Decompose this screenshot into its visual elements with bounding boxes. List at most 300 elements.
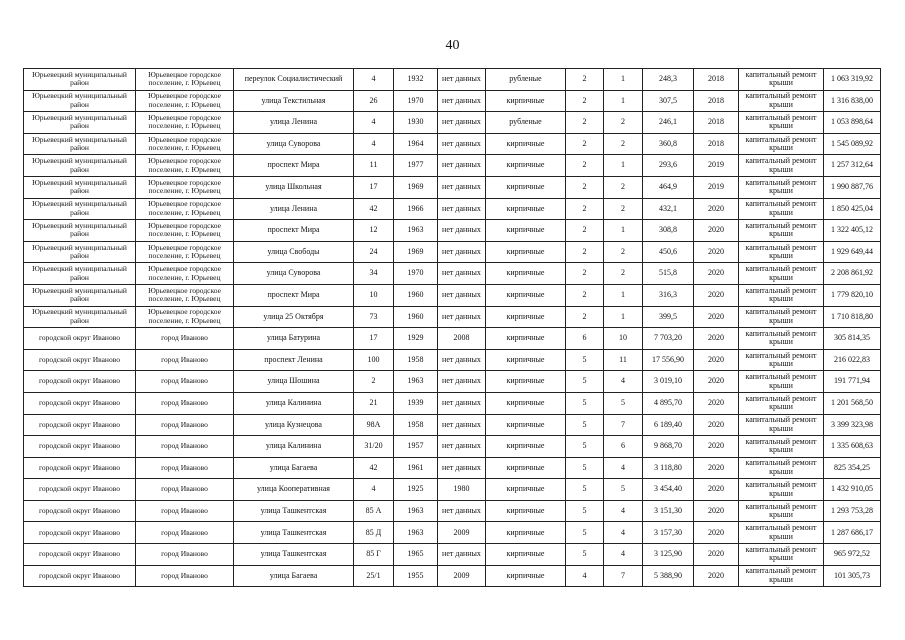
cell-municipality: Юрьевецкий муниципальный район (24, 220, 136, 242)
cell-street: проспект Мира (234, 284, 354, 306)
cell-municipality: городской округ Иваново (24, 457, 136, 479)
table-row (24, 479, 881, 501)
table-row (24, 69, 881, 91)
cell-house-number: 4 (354, 479, 394, 501)
cell-cost: 3 399 323,98 (824, 414, 881, 436)
cell-reconstruction-year: нет данных (438, 284, 486, 306)
cell-house-number: 85 А (354, 500, 394, 522)
cell-area: 399,5 (643, 306, 694, 328)
cell-reconstruction-year: нет данных (438, 544, 486, 566)
cell-floors: 5 (566, 371, 604, 393)
cell-work-type: капитальный ремонт крыши (739, 436, 824, 458)
cell-wall-material: кирпичные (486, 436, 566, 458)
cell-wall-material: кирпичные (486, 306, 566, 328)
cell-floors: 2 (566, 69, 604, 91)
cell-street: улица Суворова (234, 133, 354, 155)
cell-reconstruction-year: нет данных (438, 349, 486, 371)
cell-wall-material: кирпичные (486, 565, 566, 587)
cell-cost: 1 201 568,50 (824, 392, 881, 414)
cell-floors: 2 (566, 306, 604, 328)
cell-settlement: Юрьевецкое городское поселение, г. Юрьевец (136, 176, 234, 198)
cell-municipality: Юрьевецкий муниципальный район (24, 241, 136, 263)
cell-area: 307,5 (643, 90, 694, 112)
table-row (24, 500, 881, 522)
cell-municipality: городской округ Иваново (24, 371, 136, 393)
cell-build-year: 1969 (394, 241, 438, 263)
cell-floors: 2 (566, 263, 604, 285)
cell-reconstruction-year: 2009 (438, 522, 486, 544)
cell-municipality: Юрьевецкий муниципальный район (24, 263, 136, 285)
cell-house-number: 34 (354, 263, 394, 285)
cell-wall-material: кирпичные (486, 392, 566, 414)
cell-wall-material: кирпичные (486, 522, 566, 544)
table-row (24, 263, 881, 285)
cell-wall-material: кирпичные (486, 198, 566, 220)
cell-street: улица Ленина (234, 198, 354, 220)
cell-area: 6 189,40 (643, 414, 694, 436)
cell-build-year: 1969 (394, 176, 438, 198)
cell-settlement: город Иваново (136, 479, 234, 501)
cell-floors: 5 (566, 457, 604, 479)
cell-wall-material: кирпичные (486, 263, 566, 285)
cell-entrances: 1 (604, 69, 643, 91)
cell-work-type: капитальный ремонт крыши (739, 392, 824, 414)
cell-entrances: 4 (604, 500, 643, 522)
cell-reconstruction-year: нет данных (438, 155, 486, 177)
cell-reconstruction-year: нет данных (438, 69, 486, 91)
cell-entrances: 4 (604, 371, 643, 393)
cell-floors: 5 (566, 500, 604, 522)
cell-work-type: капитальный ремонт крыши (739, 263, 824, 285)
cell-area: 308,8 (643, 220, 694, 242)
cell-work-type: капитальный ремонт крыши (739, 112, 824, 134)
cell-municipality: городской округ Иваново (24, 349, 136, 371)
cell-work-type: капитальный ремонт крыши (739, 133, 824, 155)
cell-cost: 1 929 649,44 (824, 241, 881, 263)
cell-house-number: 25/1 (354, 565, 394, 587)
cell-build-year: 1964 (394, 133, 438, 155)
cell-entrances: 7 (604, 565, 643, 587)
cell-entrances: 7 (604, 414, 643, 436)
cell-house-number: 4 (354, 133, 394, 155)
cell-municipality: городской округ Иваново (24, 392, 136, 414)
cell-street: улица Кузнецова (234, 414, 354, 436)
cell-house-number: 42 (354, 457, 394, 479)
cell-reconstruction-year: нет данных (438, 90, 486, 112)
cell-cost: 101 305,73 (824, 565, 881, 587)
cell-build-year: 1930 (394, 112, 438, 134)
cell-cost: 1 316 838,00 (824, 90, 881, 112)
cell-municipality: Юрьевецкий муниципальный район (24, 112, 136, 134)
cell-wall-material: кирпичные (486, 457, 566, 479)
cell-entrances: 5 (604, 392, 643, 414)
table-row (24, 241, 881, 263)
cell-street: улица Ташкентская (234, 522, 354, 544)
cell-repair-year: 2020 (694, 414, 739, 436)
cell-house-number: 98А (354, 414, 394, 436)
cell-settlement: Юрьевецкое городское поселение, г. Юрьевец (136, 263, 234, 285)
cell-floors: 2 (566, 176, 604, 198)
table-row (24, 328, 881, 350)
cell-build-year: 1957 (394, 436, 438, 458)
cell-street: проспект Мира (234, 220, 354, 242)
cell-settlement: Юрьевецкое городское поселение, г. Юрьевец (136, 241, 234, 263)
cell-reconstruction-year: нет данных (438, 371, 486, 393)
cell-wall-material: кирпичные (486, 349, 566, 371)
cell-municipality: Юрьевецкий муниципальный район (24, 155, 136, 177)
cell-municipality: городской округ Иваново (24, 436, 136, 458)
page-number: 40 (445, 38, 460, 53)
table-row (24, 414, 881, 436)
cell-build-year: 1965 (394, 544, 438, 566)
cell-cost: 825 354,25 (824, 457, 881, 479)
cell-area: 3 019,10 (643, 371, 694, 393)
cell-municipality: Юрьевецкий муниципальный район (24, 133, 136, 155)
cell-repair-year: 2018 (694, 90, 739, 112)
cell-settlement: Юрьевецкое городское поселение, г. Юрьевец (136, 284, 234, 306)
cell-wall-material: кирпичные (486, 90, 566, 112)
table-row (24, 133, 881, 155)
cell-work-type: капитальный ремонт крыши (739, 522, 824, 544)
cell-cost: 965 972,52 (824, 544, 881, 566)
cell-repair-year: 2020 (694, 263, 739, 285)
cell-repair-year: 2020 (694, 479, 739, 501)
cell-repair-year: 2018 (694, 69, 739, 91)
cell-floors: 2 (566, 198, 604, 220)
cell-repair-year: 2020 (694, 500, 739, 522)
cell-reconstruction-year: нет данных (438, 176, 486, 198)
cell-repair-year: 2020 (694, 241, 739, 263)
cell-street: улица Школьная (234, 176, 354, 198)
cell-area: 316,3 (643, 284, 694, 306)
cell-street: улица Свободы (234, 241, 354, 263)
cell-cost: 1 710 818,80 (824, 306, 881, 328)
cell-floors: 5 (566, 436, 604, 458)
cell-work-type: капитальный ремонт крыши (739, 479, 824, 501)
cell-reconstruction-year: нет данных (438, 500, 486, 522)
table-row (24, 306, 881, 328)
cell-build-year: 1963 (394, 371, 438, 393)
cell-settlement: город Иваново (136, 457, 234, 479)
cell-entrances: 1 (604, 220, 643, 242)
cell-entrances: 1 (604, 284, 643, 306)
cell-floors: 2 (566, 90, 604, 112)
cell-wall-material: кирпичные (486, 176, 566, 198)
cell-street: проспект Ленина (234, 349, 354, 371)
cell-build-year: 1961 (394, 457, 438, 479)
cell-work-type: капитальный ремонт крыши (739, 176, 824, 198)
cell-house-number: 100 (354, 349, 394, 371)
cell-build-year: 1955 (394, 565, 438, 587)
cell-repair-year: 2019 (694, 155, 739, 177)
cell-wall-material: кирпичные (486, 155, 566, 177)
cell-reconstruction-year: нет данных (438, 133, 486, 155)
cell-settlement: город Иваново (136, 414, 234, 436)
cell-house-number: 26 (354, 90, 394, 112)
cell-street: улица Ташкентская (234, 544, 354, 566)
cell-municipality: городской округ Иваново (24, 565, 136, 587)
cell-municipality: городской округ Иваново (24, 414, 136, 436)
table-row (24, 544, 881, 566)
cell-reconstruction-year: нет данных (438, 436, 486, 458)
cell-cost: 1 850 425,04 (824, 198, 881, 220)
cell-entrances: 2 (604, 263, 643, 285)
cell-settlement: город Иваново (136, 436, 234, 458)
cell-area: 515,8 (643, 263, 694, 285)
cell-work-type: капитальный ремонт крыши (739, 306, 824, 328)
cell-reconstruction-year: 2009 (438, 565, 486, 587)
cell-settlement: город Иваново (136, 328, 234, 350)
cell-municipality: Юрьевецкий муниципальный район (24, 306, 136, 328)
cell-reconstruction-year: нет данных (438, 263, 486, 285)
table-row (24, 155, 881, 177)
cell-area: 293,6 (643, 155, 694, 177)
cell-work-type: капитальный ремонт крыши (739, 565, 824, 587)
cell-entrances: 2 (604, 112, 643, 134)
table-row (24, 371, 881, 393)
cell-repair-year: 2018 (694, 112, 739, 134)
cell-settlement: город Иваново (136, 565, 234, 587)
cell-cost: 1 053 898,64 (824, 112, 881, 134)
cell-wall-material: рубленые (486, 69, 566, 91)
table-row (24, 112, 881, 134)
cell-entrances: 4 (604, 457, 643, 479)
cell-work-type: капитальный ремонт крыши (739, 500, 824, 522)
cell-settlement: город Иваново (136, 349, 234, 371)
cell-floors: 5 (566, 349, 604, 371)
cell-cost: 1 322 405,12 (824, 220, 881, 242)
cell-build-year: 1960 (394, 284, 438, 306)
cell-wall-material: кирпичные (486, 500, 566, 522)
cell-entrances: 2 (604, 241, 643, 263)
cell-street: улица Батурина (234, 328, 354, 350)
cell-settlement: Юрьевецкое городское поселение, г. Юрьевец (136, 306, 234, 328)
cell-build-year: 1960 (394, 306, 438, 328)
cell-house-number: 17 (354, 328, 394, 350)
cell-build-year: 1963 (394, 220, 438, 242)
cell-street: улица Багаева (234, 457, 354, 479)
cell-house-number: 12 (354, 220, 394, 242)
cell-area: 450,6 (643, 241, 694, 263)
table-row (24, 198, 881, 220)
cell-reconstruction-year: 2008 (438, 328, 486, 350)
cell-house-number: 2 (354, 371, 394, 393)
cell-reconstruction-year: нет данных (438, 241, 486, 263)
cell-street: улица Ленина (234, 112, 354, 134)
cell-municipality: городской округ Иваново (24, 544, 136, 566)
cell-area: 3 454,40 (643, 479, 694, 501)
cell-build-year: 1970 (394, 90, 438, 112)
cell-floors: 2 (566, 284, 604, 306)
cell-settlement: Юрьевецкое городское поселение, г. Юрьевец (136, 112, 234, 134)
cell-settlement: Юрьевецкое городское поселение, г. Юрьевец (136, 90, 234, 112)
cell-entrances: 2 (604, 198, 643, 220)
cell-municipality: Юрьевецкий муниципальный район (24, 284, 136, 306)
cell-area: 3 157,30 (643, 522, 694, 544)
cell-build-year: 1925 (394, 479, 438, 501)
cell-area: 3 151,30 (643, 500, 694, 522)
cell-house-number: 73 (354, 306, 394, 328)
cell-cost: 1 257 312,64 (824, 155, 881, 177)
housing-repair-table (23, 68, 881, 587)
cell-house-number: 85 Г (354, 544, 394, 566)
table-row (24, 284, 881, 306)
cell-area: 3 125,90 (643, 544, 694, 566)
cell-work-type: капитальный ремонт крыши (739, 544, 824, 566)
cell-entrances: 1 (604, 155, 643, 177)
cell-repair-year: 2019 (694, 176, 739, 198)
cell-reconstruction-year: нет данных (438, 198, 486, 220)
cell-cost: 1 335 608,63 (824, 436, 881, 458)
cell-house-number: 4 (354, 112, 394, 134)
cell-house-number: 24 (354, 241, 394, 263)
cell-settlement: Юрьевецкое городское поселение, г. Юрьевец (136, 220, 234, 242)
cell-work-type: капитальный ремонт крыши (739, 90, 824, 112)
cell-wall-material: кирпичные (486, 284, 566, 306)
cell-wall-material: кирпичные (486, 544, 566, 566)
cell-area: 17 556,90 (643, 349, 694, 371)
cell-work-type: капитальный ремонт крыши (739, 457, 824, 479)
cell-floors: 6 (566, 328, 604, 350)
cell-settlement: город Иваново (136, 371, 234, 393)
cell-area: 246,1 (643, 112, 694, 134)
cell-settlement: Юрьевецкое городское поселение, г. Юрьевец (136, 155, 234, 177)
cell-repair-year: 2020 (694, 328, 739, 350)
cell-repair-year: 2020 (694, 306, 739, 328)
cell-area: 248,3 (643, 69, 694, 91)
cell-wall-material: кирпичные (486, 133, 566, 155)
cell-house-number: 85 Д (354, 522, 394, 544)
cell-area: 432,1 (643, 198, 694, 220)
cell-repair-year: 2020 (694, 371, 739, 393)
cell-street: улица Шошина (234, 371, 354, 393)
cell-build-year: 1958 (394, 414, 438, 436)
cell-settlement: Юрьевецкое городское поселение, г. Юрьевец (136, 198, 234, 220)
cell-build-year: 1963 (394, 522, 438, 544)
cell-build-year: 1963 (394, 500, 438, 522)
cell-cost: 1 990 887,76 (824, 176, 881, 198)
cell-work-type: капитальный ремонт крыши (739, 328, 824, 350)
cell-house-number: 21 (354, 392, 394, 414)
cell-entrances: 4 (604, 522, 643, 544)
cell-repair-year: 2020 (694, 284, 739, 306)
cell-house-number: 31/20 (354, 436, 394, 458)
cell-cost: 2 208 861,92 (824, 263, 881, 285)
cell-reconstruction-year: 1980 (438, 479, 486, 501)
cell-municipality: городской округ Иваново (24, 500, 136, 522)
cell-street: улица Калинина (234, 436, 354, 458)
cell-work-type: капитальный ремонт крыши (739, 241, 824, 263)
cell-cost: 1 063 319,92 (824, 69, 881, 91)
cell-repair-year: 2018 (694, 133, 739, 155)
cell-floors: 4 (566, 565, 604, 587)
cell-cost: 1 779 820,10 (824, 284, 881, 306)
cell-street: улица Кооперативная (234, 479, 354, 501)
cell-repair-year: 2020 (694, 198, 739, 220)
cell-repair-year: 2020 (694, 436, 739, 458)
cell-work-type: капитальный ремонт крыши (739, 155, 824, 177)
cell-area: 3 118,80 (643, 457, 694, 479)
cell-area: 9 868,70 (643, 436, 694, 458)
cell-municipality: Юрьевецкий муниципальный район (24, 176, 136, 198)
cell-house-number: 4 (354, 69, 394, 91)
cell-wall-material: кирпичные (486, 371, 566, 393)
cell-work-type: капитальный ремонт крыши (739, 414, 824, 436)
cell-reconstruction-year: нет данных (438, 112, 486, 134)
cell-reconstruction-year: нет данных (438, 457, 486, 479)
cell-reconstruction-year: нет данных (438, 306, 486, 328)
cell-area: 7 703,20 (643, 328, 694, 350)
cell-repair-year: 2020 (694, 457, 739, 479)
cell-reconstruction-year: нет данных (438, 414, 486, 436)
cell-build-year: 1932 (394, 69, 438, 91)
table-row (24, 392, 881, 414)
cell-area: 360,8 (643, 133, 694, 155)
cell-work-type: капитальный ремонт крыши (739, 284, 824, 306)
cell-cost: 1 293 753,28 (824, 500, 881, 522)
table-row (24, 457, 881, 479)
cell-wall-material: рубленые (486, 112, 566, 134)
cell-entrances: 1 (604, 90, 643, 112)
cell-build-year: 1970 (394, 263, 438, 285)
cell-entrances: 2 (604, 176, 643, 198)
cell-floors: 2 (566, 133, 604, 155)
cell-floors: 2 (566, 155, 604, 177)
cell-floors: 5 (566, 544, 604, 566)
cell-street: улица Текстильная (234, 90, 354, 112)
cell-street: улица 25 Октября (234, 306, 354, 328)
cell-work-type: капитальный ремонт крыши (739, 198, 824, 220)
cell-work-type: капитальный ремонт крыши (739, 69, 824, 91)
cell-street: улица Ташкентская (234, 500, 354, 522)
cell-cost: 1 287 686,17 (824, 522, 881, 544)
cell-build-year: 1966 (394, 198, 438, 220)
table-row (24, 90, 881, 112)
cell-entrances: 11 (604, 349, 643, 371)
cell-reconstruction-year: нет данных (438, 392, 486, 414)
cell-floors: 5 (566, 479, 604, 501)
cell-repair-year: 2020 (694, 220, 739, 242)
cell-repair-year: 2020 (694, 349, 739, 371)
cell-work-type: капитальный ремонт крыши (739, 349, 824, 371)
cell-entrances: 4 (604, 544, 643, 566)
cell-entrances: 5 (604, 479, 643, 501)
cell-entrances: 6 (604, 436, 643, 458)
cell-street: улица Суворова (234, 263, 354, 285)
table-row (24, 220, 881, 242)
cell-cost: 305 814,35 (824, 328, 881, 350)
cell-settlement: город Иваново (136, 500, 234, 522)
cell-build-year: 1939 (394, 392, 438, 414)
cell-settlement: город Иваново (136, 544, 234, 566)
cell-wall-material: кирпичные (486, 220, 566, 242)
cell-municipality: Юрьевецкий муниципальный район (24, 198, 136, 220)
cell-cost: 191 771,94 (824, 371, 881, 393)
cell-municipality: городской округ Иваново (24, 522, 136, 544)
cell-street: улица Багаева (234, 565, 354, 587)
cell-reconstruction-year: нет данных (438, 220, 486, 242)
cell-area: 5 388,90 (643, 565, 694, 587)
cell-area: 4 895,70 (643, 392, 694, 414)
cell-floors: 5 (566, 414, 604, 436)
cell-cost: 1 545 089,92 (824, 133, 881, 155)
cell-repair-year: 2020 (694, 392, 739, 414)
table-row (24, 565, 881, 587)
cell-settlement: Юрьевецкое городское поселение, г. Юрьевец (136, 69, 234, 91)
cell-repair-year: 2020 (694, 565, 739, 587)
cell-area: 464,9 (643, 176, 694, 198)
cell-wall-material: кирпичные (486, 241, 566, 263)
